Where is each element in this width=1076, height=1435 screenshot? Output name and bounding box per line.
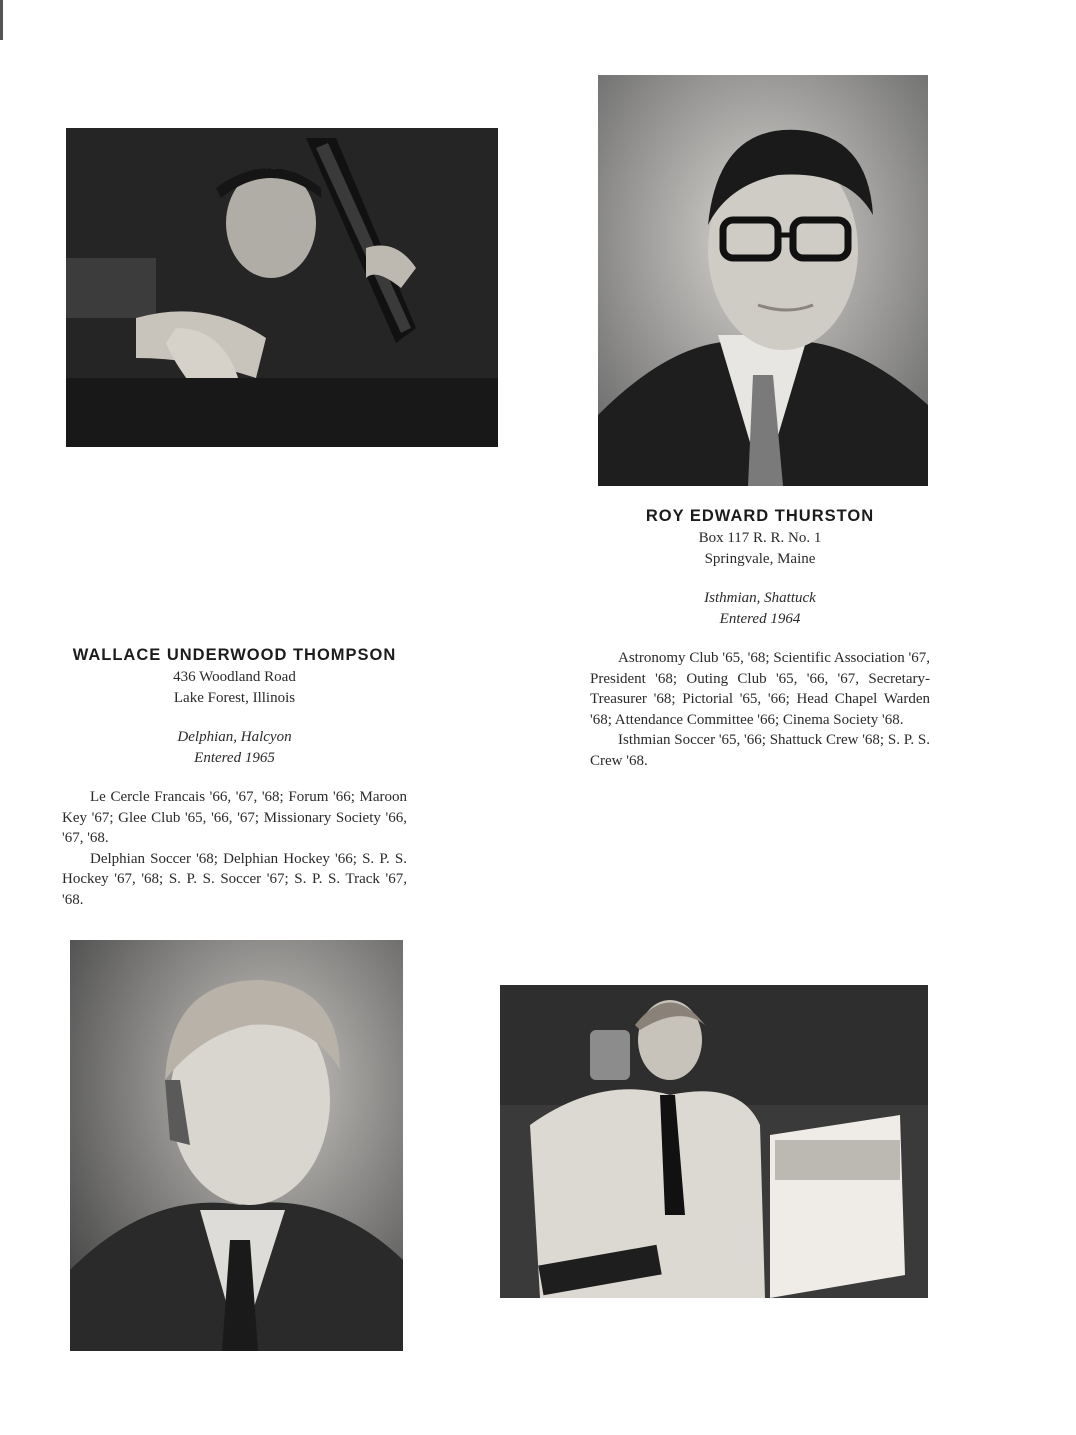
activities-paragraph: Le Cercle Francais '66, '67, '68; Forum '66; Maroon Key '67; Glee Club '65, '66, '67; Missionary Society '66, '67, '68. xyxy=(62,789,407,846)
entered-year: Entered 1964 xyxy=(719,611,801,627)
address-line: Springvale, Maine xyxy=(704,551,816,567)
thurston-entry xyxy=(590,507,930,771)
thompson-candid-photo xyxy=(66,128,498,447)
athletics-paragraph: Delphian Soccer '68; Delphian Hockey '66; S. P. S. Hockey '67, '68; S. P. S. Soccer '67; S. P. S. Track '67, '68. xyxy=(62,850,407,908)
address-line: Lake Forest, Illinois xyxy=(173,690,296,706)
thurston-portrait-photo xyxy=(598,75,928,486)
thompson-entry xyxy=(62,646,407,910)
thurston-candid-photo xyxy=(500,985,928,1298)
address-line: 436 Woodland Road xyxy=(173,669,296,685)
athletics-paragraph: Isthmian Soccer '65, '66; Shattuck Crew '68; S. P. S. Crew '68. xyxy=(590,732,930,769)
houses: Isthmian, Shattuck xyxy=(704,590,816,606)
activities-paragraph: Astronomy Club '65, '68; Scientific Association '67, President '68; Outing Club '65, '66, '67, Secretary-Treasurer '68; Pictorial '65, '66; Head Chapel Warden '68; Attendance Committee '66; Cinema Society '68. xyxy=(590,650,930,728)
thompson-portrait-photo xyxy=(70,940,403,1351)
student-name: ROY EDWARD THURSTON xyxy=(645,507,875,525)
student-name: WALLACE UNDERWOOD THOMPSON xyxy=(72,646,397,664)
address-line: Box 117 R. R. No. 1 xyxy=(698,530,822,546)
houses: Delphian, Halcyon xyxy=(177,729,292,745)
entered-year: Entered 1965 xyxy=(194,750,275,766)
page-edge-mark xyxy=(0,0,3,40)
